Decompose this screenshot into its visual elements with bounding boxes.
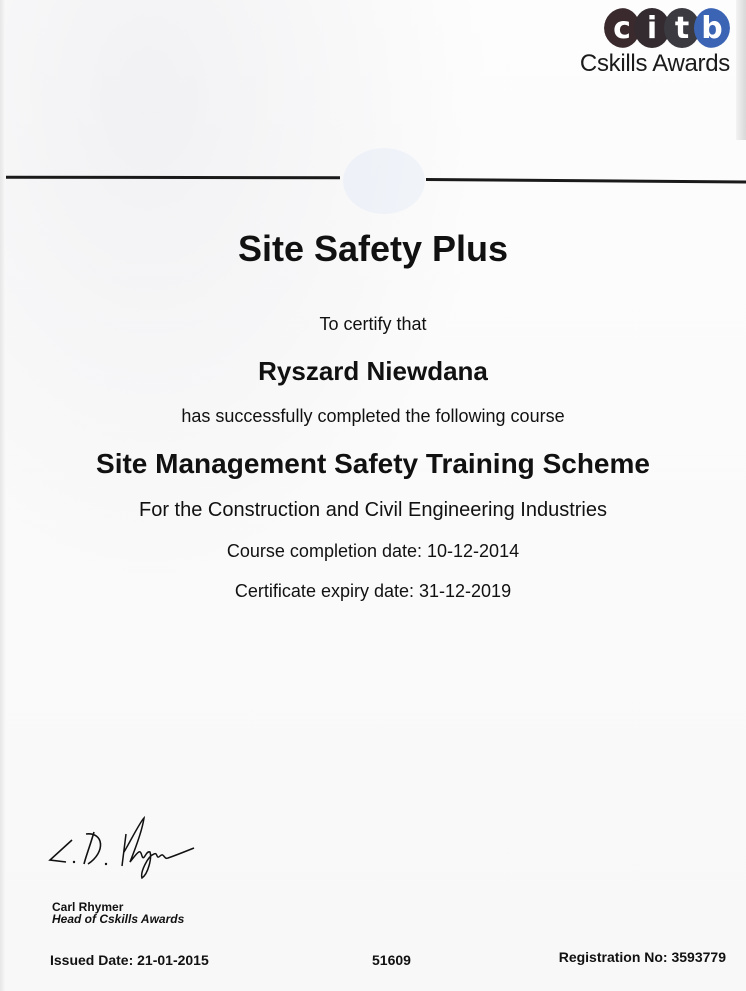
logo-letter-b: b xyxy=(694,8,730,48)
page-edge-right xyxy=(736,0,746,140)
watermark-emblem xyxy=(343,148,425,214)
page-edge-left xyxy=(0,0,6,991)
citb-logo xyxy=(544,8,730,78)
completed-text: has successfully completed the following course xyxy=(181,406,565,426)
registration-number: Registration No: 3593779 xyxy=(558,949,726,965)
citb-logo-mark xyxy=(604,8,730,48)
issued-date: Issued Date: 21-01-2015 xyxy=(50,952,209,968)
certificate-title: Site Safety Plus xyxy=(237,228,509,269)
course-name: Site Management Safety Training Scheme xyxy=(96,448,650,479)
industry-text: For the Construction and Civil Engineering Industries xyxy=(138,499,608,521)
expiry-date: Certificate expiry date: 31-12-2019 xyxy=(234,581,512,601)
divider-right xyxy=(426,178,746,184)
logo-letter-i: i xyxy=(634,8,670,48)
logo-letter-t: t xyxy=(664,8,700,48)
logo-letter-c: c xyxy=(604,8,640,48)
signature-icon xyxy=(44,812,244,882)
divider-left xyxy=(6,176,340,180)
recipient-name: Ryszard Niewdana xyxy=(258,356,488,386)
serial-number: 51609 xyxy=(372,952,411,968)
signatory-name: Carl Rhymer xyxy=(52,900,124,914)
signatory-role: Head of Cskills Awards xyxy=(52,912,185,926)
logo-subtitle: Cskills Awards xyxy=(579,50,730,77)
certify-text: To certify that xyxy=(319,314,427,334)
completion-date: Course completion date: 10-12-2014 xyxy=(226,541,520,561)
